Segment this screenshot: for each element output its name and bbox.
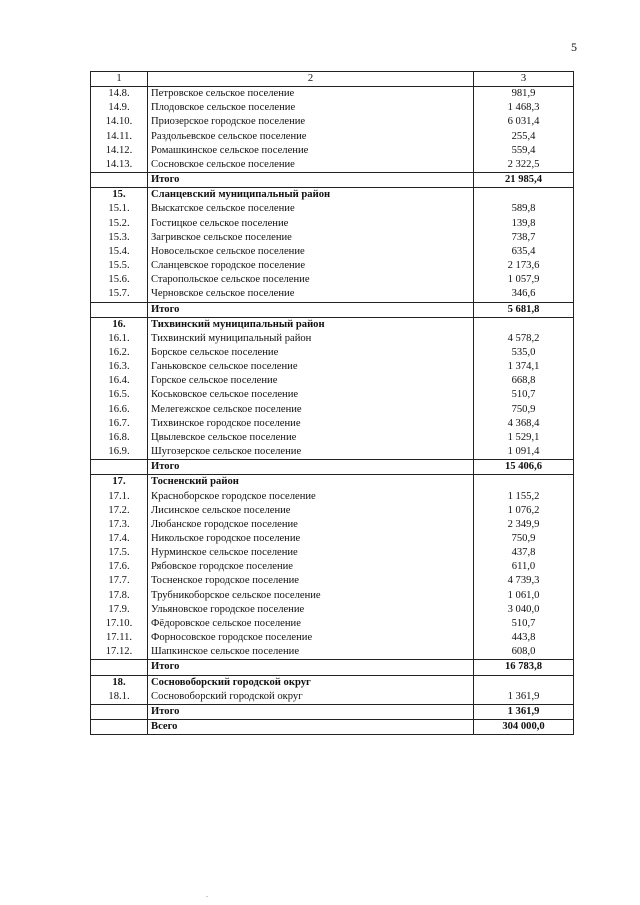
row-name: Сланцевский муниципальный район xyxy=(148,188,474,203)
row-value: 981,9 xyxy=(474,87,574,102)
row-value: 559,4 xyxy=(474,144,574,158)
row-value: 611,0 xyxy=(474,560,574,574)
table-row xyxy=(91,603,574,617)
row-number: 17.11. xyxy=(91,631,148,645)
row-name: Трубникоборское сельское поселение xyxy=(148,589,474,603)
row-value: 1 057,9 xyxy=(474,273,574,287)
table-row xyxy=(91,589,574,603)
row-value xyxy=(474,475,574,490)
row-value: 21 985,4 xyxy=(474,173,574,188)
row-number: 15.6. xyxy=(91,273,148,287)
row-value: 2 349,9 xyxy=(474,518,574,532)
header-col-1: 1 xyxy=(91,72,148,87)
row-name: Выскатское сельское поселение xyxy=(148,202,474,216)
table-row xyxy=(91,259,574,273)
table-row xyxy=(91,130,574,144)
row-number: 16.3. xyxy=(91,360,148,374)
row-value: 139,8 xyxy=(474,217,574,231)
row-number: 14.8. xyxy=(91,87,148,102)
row-name: Фёдоровское сельское поселение xyxy=(148,617,474,631)
row-value: 6 031,4 xyxy=(474,115,574,129)
table-row xyxy=(91,645,574,660)
district-row xyxy=(91,475,574,490)
subtotal-row xyxy=(91,173,574,188)
row-name: Тихвинский муниципальный район xyxy=(148,332,474,346)
row-value: 2 173,6 xyxy=(474,259,574,273)
table-row xyxy=(91,217,574,231)
row-value: 535,0 xyxy=(474,346,574,360)
row-name: Плодовское сельское поселение xyxy=(148,101,474,115)
table-row xyxy=(91,115,574,129)
table-row xyxy=(91,87,574,102)
district-row xyxy=(91,188,574,203)
row-number xyxy=(91,704,148,719)
row-number: 17.8. xyxy=(91,589,148,603)
table-row xyxy=(91,504,574,518)
row-value xyxy=(474,317,574,332)
row-number: 17.4. xyxy=(91,532,148,546)
row-name: Всего xyxy=(148,720,474,735)
row-name: Новосельское сельское поселение xyxy=(148,245,474,259)
table-row xyxy=(91,403,574,417)
row-number: 17.10. xyxy=(91,617,148,631)
table-row xyxy=(91,546,574,560)
table-row xyxy=(91,231,574,245)
row-value: 1 468,3 xyxy=(474,101,574,115)
row-value: 589,8 xyxy=(474,202,574,216)
row-value: 16 783,8 xyxy=(474,660,574,675)
row-number: 15.4. xyxy=(91,245,148,259)
row-name: Коськовское сельское поселение xyxy=(148,388,474,402)
row-number: 16. xyxy=(91,317,148,332)
row-value: 4 368,4 xyxy=(474,417,574,431)
row-value: 635,4 xyxy=(474,245,574,259)
row-name: Рябовское городское поселение xyxy=(148,560,474,574)
budget-distribution-table xyxy=(90,71,574,735)
row-value: 3 040,0 xyxy=(474,603,574,617)
row-name: Борское сельское поселение xyxy=(148,346,474,360)
row-name: Любанское городское поселение xyxy=(148,518,474,532)
page-number: 5 xyxy=(571,40,577,54)
row-number: 15.3. xyxy=(91,231,148,245)
row-value: 738,7 xyxy=(474,231,574,245)
row-number xyxy=(91,460,148,475)
row-number: 16.4. xyxy=(91,374,148,388)
row-value: 510,7 xyxy=(474,617,574,631)
row-name: Тосненское городское поселение xyxy=(148,574,474,588)
row-value: 1 529,1 xyxy=(474,431,574,445)
table-row xyxy=(91,431,574,445)
row-number: 17. xyxy=(91,475,148,490)
subtotal-row xyxy=(91,660,574,675)
row-number: 17.1. xyxy=(91,490,148,504)
table-row xyxy=(91,287,574,302)
row-number: 15.7. xyxy=(91,287,148,302)
table-row xyxy=(91,245,574,259)
row-number xyxy=(91,173,148,188)
row-number: 17.2. xyxy=(91,504,148,518)
table-header-row xyxy=(91,72,574,87)
row-name: Старопольское сельское поселение xyxy=(148,273,474,287)
subtotal-row xyxy=(91,704,574,719)
table-row xyxy=(91,202,574,216)
row-number xyxy=(91,660,148,675)
scan-mark: . xyxy=(206,890,208,899)
row-number: 16.7. xyxy=(91,417,148,431)
row-value: 608,0 xyxy=(474,645,574,660)
row-number: 17.9. xyxy=(91,603,148,617)
row-name: Нурминское сельское поселение xyxy=(148,546,474,560)
row-number xyxy=(91,302,148,317)
row-name: Мелегежское сельское поселение xyxy=(148,403,474,417)
table-row xyxy=(91,532,574,546)
header-col-2: 2 xyxy=(148,72,474,87)
row-number: 14.10. xyxy=(91,115,148,129)
row-number: 14.13. xyxy=(91,158,148,173)
table-row xyxy=(91,617,574,631)
row-number: 16.9. xyxy=(91,445,148,460)
row-name: Приозерское городское поселение xyxy=(148,115,474,129)
row-number: 16.8. xyxy=(91,431,148,445)
row-name: Красноборское городское поселение xyxy=(148,490,474,504)
row-number: 15. xyxy=(91,188,148,203)
row-name: Никольское городское поселение xyxy=(148,532,474,546)
row-number: 15.5. xyxy=(91,259,148,273)
row-name: Итого xyxy=(148,460,474,475)
row-name: Гостицкое сельское поселение xyxy=(148,217,474,231)
table-row xyxy=(91,445,574,460)
row-name: Загривское сельское поселение xyxy=(148,231,474,245)
row-value: 304 000,0 xyxy=(474,720,574,735)
row-value: 443,8 xyxy=(474,631,574,645)
row-number: 14.12. xyxy=(91,144,148,158)
row-value: 750,9 xyxy=(474,403,574,417)
row-name: Сосновоборский городской округ xyxy=(148,690,474,705)
grand-row xyxy=(91,720,574,735)
row-value: 1 061,0 xyxy=(474,589,574,603)
row-name: Итого xyxy=(148,704,474,719)
row-name: Тихвинский муниципальный район xyxy=(148,317,474,332)
row-number: 14.11. xyxy=(91,130,148,144)
row-name: Шапкинское сельское поселение xyxy=(148,645,474,660)
row-number: 16.5. xyxy=(91,388,148,402)
row-value xyxy=(474,675,574,690)
table-header xyxy=(91,72,574,87)
row-name: Сосновоборский городской округ xyxy=(148,675,474,690)
row-value: 1 361,9 xyxy=(474,704,574,719)
row-value: 15 406,6 xyxy=(474,460,574,475)
row-name: Ульяновское городское поселение xyxy=(148,603,474,617)
row-value: 2 322,5 xyxy=(474,158,574,173)
row-number: 17.12. xyxy=(91,645,148,660)
table-row xyxy=(91,332,574,346)
row-value xyxy=(474,188,574,203)
row-value: 1 361,9 xyxy=(474,690,574,705)
row-name: Горское сельское поселение xyxy=(148,374,474,388)
row-name: Итого xyxy=(148,302,474,317)
row-number: 16.6. xyxy=(91,403,148,417)
row-name: Ганьковское сельское поселение xyxy=(148,360,474,374)
row-name: Итого xyxy=(148,660,474,675)
row-value: 346,6 xyxy=(474,287,574,302)
row-number: 15.2. xyxy=(91,217,148,231)
row-name: Сосновское сельское поселение xyxy=(148,158,474,173)
row-number: 17.7. xyxy=(91,574,148,588)
row-number: 17.6. xyxy=(91,560,148,574)
district-row xyxy=(91,317,574,332)
row-name: Шугозерское сельское поселение xyxy=(148,445,474,460)
row-value: 750,9 xyxy=(474,532,574,546)
row-number: 18.1. xyxy=(91,690,148,705)
table-row xyxy=(91,374,574,388)
table-row xyxy=(91,490,574,504)
row-name: Раздольевское сельское поселение xyxy=(148,130,474,144)
table-row xyxy=(91,101,574,115)
row-value: 1 155,2 xyxy=(474,490,574,504)
row-value: 4 578,2 xyxy=(474,332,574,346)
subtotal-row xyxy=(91,460,574,475)
header-col-3: 3 xyxy=(474,72,574,87)
table-body xyxy=(91,87,574,735)
row-number: 16.1. xyxy=(91,332,148,346)
table-row xyxy=(91,690,574,705)
row-name: Лисинское сельское поселение xyxy=(148,504,474,518)
row-name: Форносовское городское поселение xyxy=(148,631,474,645)
row-value: 1 091,4 xyxy=(474,445,574,460)
table-row xyxy=(91,360,574,374)
table-row xyxy=(91,388,574,402)
row-value: 668,8 xyxy=(474,374,574,388)
row-name: Цвылевское сельское поселение xyxy=(148,431,474,445)
row-number: 14.9. xyxy=(91,101,148,115)
table-row xyxy=(91,518,574,532)
row-name: Тихвинское городское поселение xyxy=(148,417,474,431)
row-value: 5 681,8 xyxy=(474,302,574,317)
table-row xyxy=(91,144,574,158)
row-name: Ромашкинское сельское поселение xyxy=(148,144,474,158)
row-value: 510,7 xyxy=(474,388,574,402)
row-name: Петровское сельское поселение xyxy=(148,87,474,102)
table-row xyxy=(91,574,574,588)
row-value: 1 076,2 xyxy=(474,504,574,518)
row-number: 17.3. xyxy=(91,518,148,532)
row-number: 15.1. xyxy=(91,202,148,216)
row-value: 1 374,1 xyxy=(474,360,574,374)
row-name: Тосненский район xyxy=(148,475,474,490)
row-number: 18. xyxy=(91,675,148,690)
table-row xyxy=(91,631,574,645)
table-row xyxy=(91,273,574,287)
row-name: Итого xyxy=(148,173,474,188)
table-row xyxy=(91,158,574,173)
row-value: 437,8 xyxy=(474,546,574,560)
row-name: Черновское сельское поселение xyxy=(148,287,474,302)
subtotal-row xyxy=(91,302,574,317)
row-number xyxy=(91,720,148,735)
table-row xyxy=(91,417,574,431)
table-row xyxy=(91,560,574,574)
row-name: Сланцевское городское поселение xyxy=(148,259,474,273)
table-row xyxy=(91,346,574,360)
row-number: 16.2. xyxy=(91,346,148,360)
district-row xyxy=(91,675,574,690)
row-value: 4 739,3 xyxy=(474,574,574,588)
row-number: 17.5. xyxy=(91,546,148,560)
row-value: 255,4 xyxy=(474,130,574,144)
